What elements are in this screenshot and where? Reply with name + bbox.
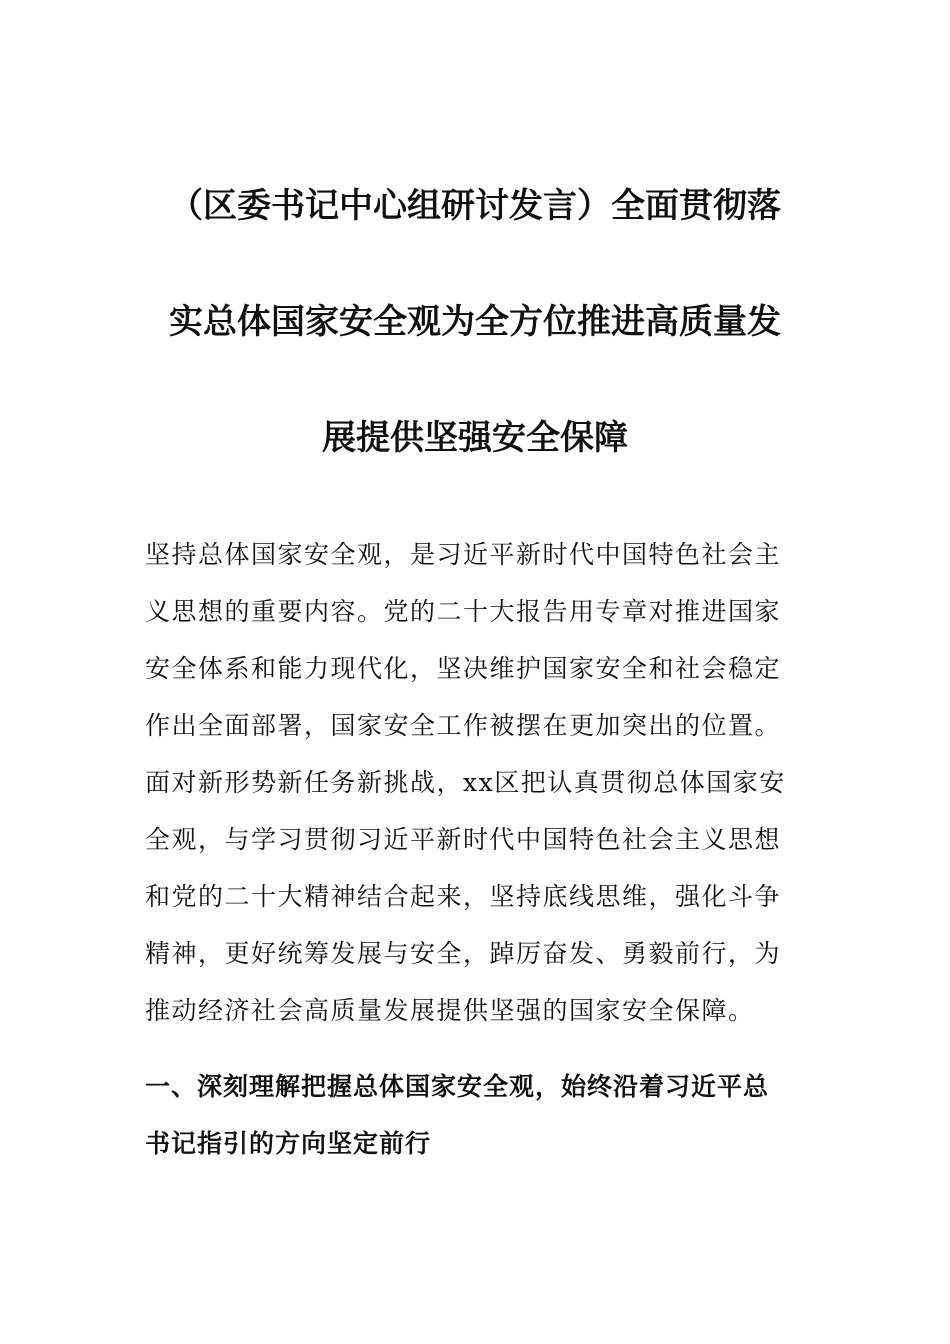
paragraph-line: 推动经济社会高质量发展提供坚强的国家安全保障。 — [145, 996, 755, 1025]
paragraph-line: 义思想的重要内容。党的二十大报告用专章对推进国家 — [145, 597, 782, 626]
paragraph-line: 全观，与学习贯彻习近平新时代中国特色社会主义思想 — [145, 825, 782, 854]
title-line-2: 实总体国家安全观为全方位推进高质量发 — [169, 302, 781, 342]
title-line-3: 展提供坚强安全保障 — [322, 418, 628, 458]
section-heading-line-2: 书记指引的方向坚定前行 — [145, 1129, 432, 1158]
document-title — [130, 148, 820, 496]
paragraph-line: 作出全面部署，国家安全工作被摆在更加突出的位置。 — [145, 711, 782, 740]
paragraph-line: 精神，更好统筹发展与安全，踔厉奋发、勇毅前行，为 — [145, 939, 782, 968]
intro-paragraph — [145, 526, 807, 1039]
paragraph-line: 和党的二十大精神结合起来，坚持底线思维，强化斗争 — [145, 882, 782, 911]
paragraph-line: 安全体系和能力现代化，坚决维护国家安全和社会稳定 — [145, 654, 782, 683]
section-heading — [145, 1058, 807, 1172]
paragraph-line: 面对新形势新任务新挑战，xx区把认真贯彻总体国家安 — [145, 768, 786, 797]
paragraph-line: 坚持总体国家安全观，是习近平新时代中国特色社会主 — [145, 540, 782, 569]
section-heading-line-1: 一、深刻理解把握总体国家安全观，始终沿着习近平总 — [145, 1072, 770, 1101]
title-line-1: （区委书记中心组研讨发言）全面贯彻落 — [169, 186, 781, 226]
